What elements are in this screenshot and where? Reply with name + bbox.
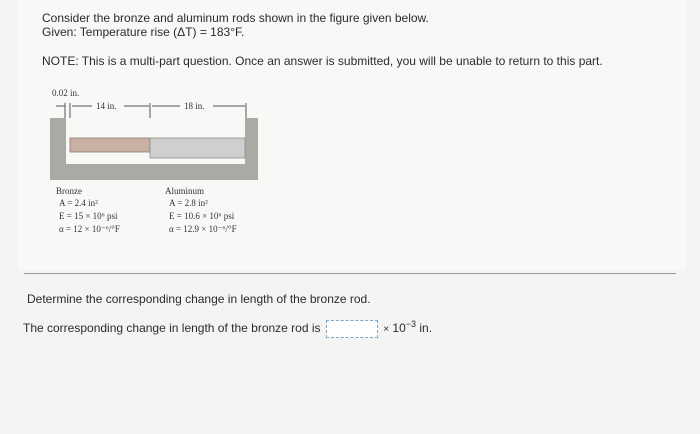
- aluminum-area: A = 2.8 in²: [169, 198, 208, 208]
- right-wall: [245, 118, 258, 180]
- aluminum-alpha: α = 12.9 × 10⁻⁶/°F: [169, 224, 237, 234]
- bronze-title: Bronze: [56, 186, 82, 196]
- given-temperature: Given: Temperature rise (ΔT) = 183°F.: [42, 25, 245, 39]
- unit-label: in.: [419, 321, 433, 336]
- aluminum-length-label: 18 in.: [184, 101, 205, 111]
- problem-intro: Consider the bronze and aluminum rods shown in the figure given below.: [42, 11, 429, 25]
- times-sign: ×: [383, 324, 390, 336]
- answer-input[interactable]: [326, 320, 378, 338]
- aluminum-rod: [150, 138, 245, 158]
- aluminum-title: Aluminum: [165, 186, 205, 196]
- bottom-wall: [50, 164, 258, 180]
- bronze-rod: [70, 138, 150, 152]
- power-exponent: −3: [405, 319, 417, 330]
- power-base: 10: [392, 321, 406, 336]
- bronze-alpha: α = 12 × 10⁻⁶/°F: [59, 224, 120, 234]
- answer-prefix: The corresponding change in length of the bronze rod is: [23, 321, 321, 336]
- aluminum-modulus: E = 10.6 × 10⁶ psi: [169, 211, 235, 221]
- section-divider: [24, 273, 676, 274]
- question-prompt: Determine the corresponding change in length of the bronze rod.: [27, 292, 371, 306]
- gap-label: 0.02 in.: [52, 88, 80, 98]
- bronze-modulus: E = 15 × 10⁶ psi: [59, 211, 118, 221]
- bronze-length-label: 14 in.: [96, 101, 117, 111]
- answer-row: [23, 320, 432, 338]
- bronze-area: A = 2.4 in²: [59, 198, 98, 208]
- note-text: NOTE: This is a multi-part question. Once an answer is submitted, you will be unable to return to this part.: [42, 54, 603, 68]
